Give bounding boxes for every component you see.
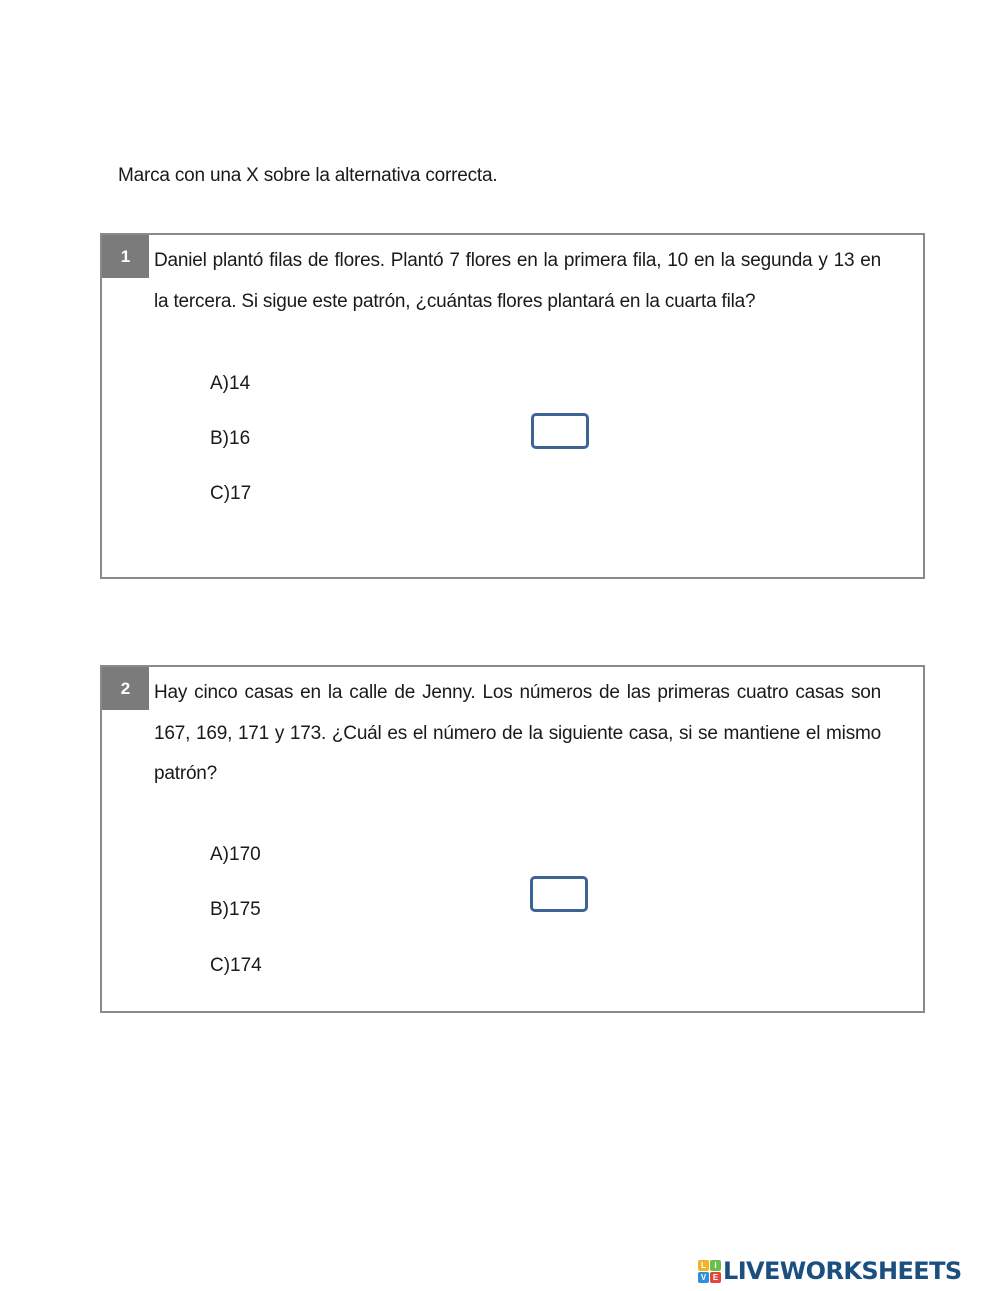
option-c: C)17 — [210, 483, 252, 504]
option-a: A)170 — [210, 844, 261, 865]
question-text: Daniel plantó filas de flores. Plantó 7 flores en la primera fila, 10 en la segunda y 13 en la tercera. Si sigue este patrón, ¿cuántas flores plantará en la cuarta fila? — [154, 250, 881, 312]
option-b: B)175 — [210, 899, 261, 920]
brand-name: LIVEWORKSHEETS — [723, 1257, 962, 1285]
question-text: Hay cinco casas en la calle de Jenny. Los números de las primeras cuatro casas son 167, 169, 171 y 173. ¿Cuál es el número de la siguiente casa, si se mantiene el mismo patrón? — [154, 682, 881, 784]
question-1-box — [100, 233, 925, 579]
liveworksheets-brand — [698, 1257, 962, 1285]
logo-letter: L — [698, 1260, 709, 1271]
liveworksheets-logo-icon — [698, 1260, 721, 1283]
answer-input-box[interactable] — [530, 876, 588, 912]
logo-letter: V — [698, 1272, 709, 1283]
option-b: B)16 — [210, 428, 251, 449]
question-2-box — [100, 665, 925, 1013]
option-a: A)14 — [210, 373, 251, 394]
logo-letter: E — [710, 1272, 721, 1283]
answer-input-box[interactable] — [531, 413, 589, 449]
question-number-badge: 1 — [102, 235, 149, 278]
logo-letter: I — [710, 1260, 721, 1271]
option-c: C)174 — [210, 955, 262, 976]
question-number-badge: 2 — [102, 667, 149, 710]
instruction-text: Marca con una X sobre la alternativa correcta. — [118, 165, 498, 186]
